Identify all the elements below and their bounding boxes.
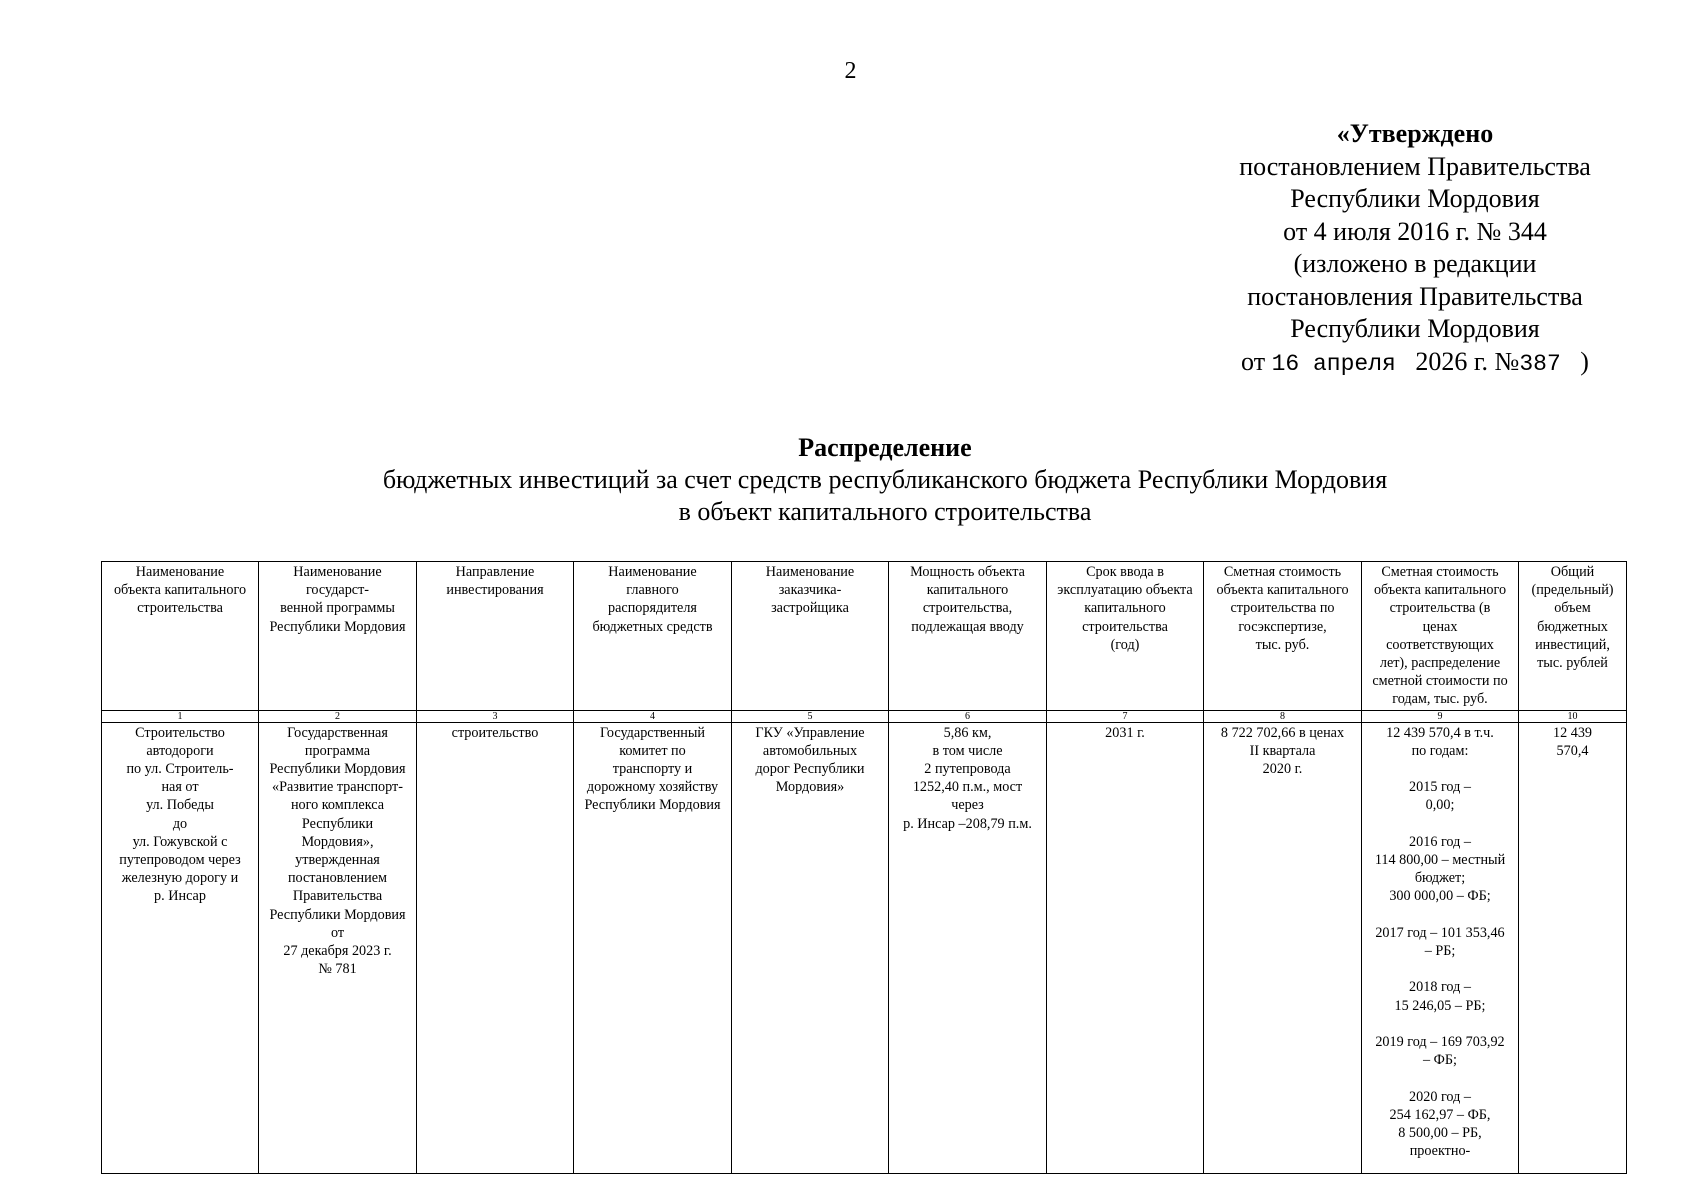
column-header: Срок ввода в эксплуатацию объекта капитального строительства (год) — [1047, 562, 1204, 711]
approval-line: Республики Мордовия — [1290, 184, 1540, 213]
title-heading: Распределение — [798, 433, 972, 462]
column-header: Наименование государст- венной программы Республики Мордовия — [259, 562, 417, 711]
column-header: Общий (предельный) объем бюджетных инвестиций, тыс. рублей — [1519, 562, 1627, 711]
column-header: Направление инвестирования — [417, 562, 574, 711]
column-number: 4 — [574, 710, 732, 722]
column-number-row — [102, 710, 1627, 722]
cell-capacity: 5,86 км, в том числе 2 путепровода 1252,40 п.м., мост через р. Инсар –208,79 п.м. — [889, 722, 1047, 1173]
column-number: 10 — [1519, 710, 1627, 722]
title-line: в объект капитального строительства — [678, 497, 1092, 526]
revision-close: ) — [1580, 346, 1589, 376]
column-number: 2 — [259, 710, 417, 722]
approval-revision-date — [1210, 346, 1620, 381]
cell-developer: ГКУ «Управление автомобильных дорог Республики Мордовия» — [732, 722, 889, 1173]
cell-estimated-cost: 8 722 702,66 в ценах II квартала 2020 г. — [1204, 722, 1362, 1173]
revision-prefix: от — [1241, 346, 1266, 376]
budget-investment-table — [101, 561, 1627, 1174]
column-number: 9 — [1362, 710, 1519, 722]
column-number: 8 — [1204, 710, 1362, 722]
approval-heading: «Утверждено — [1336, 119, 1494, 148]
cell-budget-manager: Государственный комитет по транспорту и дорожному хозяйству Республики Мордовия — [574, 722, 732, 1173]
column-number: 6 — [889, 710, 1047, 722]
cell-total-investment: 12 439 570,4 — [1519, 722, 1627, 1173]
column-header: Наименование главного распорядителя бюджетных средств — [574, 562, 732, 711]
column-header: Наименование заказчика- застройщика — [732, 562, 889, 711]
approval-line: постановлением Правительства — [1239, 151, 1591, 181]
column-number: 3 — [417, 710, 574, 722]
revision-date: 16 апреля — [1271, 350, 1396, 377]
table-row — [102, 722, 1627, 1173]
column-number: 5 — [732, 710, 889, 722]
column-header: Наименование объекта капитального строительства — [102, 562, 259, 711]
revision-number: 387 — [1519, 350, 1561, 377]
cell-commissioning-year: 2031 г. — [1047, 722, 1204, 1173]
title-line: бюджетных инвестиций за счет средств республиканского бюджета Республики Мордовия — [382, 465, 1388, 494]
approval-line: Республики Мордовия — [1290, 314, 1540, 343]
column-header: Сметная стоимость объекта капитального строительства по госэкспертизе, тыс. руб. — [1204, 562, 1362, 711]
header-row — [102, 562, 1627, 711]
cell-investment-direction: строительство — [417, 722, 574, 1173]
approval-decree-date: от 4 июля 2016 г. № 344 — [1283, 216, 1547, 246]
cell-state-program: Государственная программа Республики Мордовия «Развитие транспорт- ного комплекса Республики Мордовия», утвержденная постановлением Правительства Республики Мордовия от 27 декабря 2023 г. № 781 — [259, 722, 417, 1173]
approval-line: (изложено в редакции — [1293, 249, 1537, 278]
column-number: 7 — [1047, 710, 1204, 722]
approval-line: постановления Правительства — [1247, 281, 1583, 311]
cell-object-name: Строительство автодороги по ул. Строитель- ная от ул. Победы до ул. Гожувской с путепроводом через железную дорогу и р. Инсар — [102, 722, 259, 1173]
cell-cost-by-year: 12 439 570,4 в т.ч. по годам: 2015 год – 0,00; 2016 год – 114 800,00 – местный бюджет; 300 000,00 – ФБ; 2017 год – 101 353,46 – РБ; 2018 год – 15 246,05 – РБ; 2019 год – 169 703,92 – ФБ; 2020 год – 254 162,97 – ФБ, 8 500,00 – РБ, проектно- — [1362, 722, 1519, 1173]
document-title — [0, 432, 1701, 528]
page-number: 2 — [844, 58, 857, 84]
approval-stamp — [1210, 118, 1620, 380]
column-header: Мощность объекта капитального строительства, подлежащая вводу — [889, 562, 1047, 711]
revision-year: 2026 г. № — [1415, 346, 1520, 376]
column-header: Сметная стоимость объекта капитального строительства (в ценах соответствующих лет), распределение сметной стоимости по годам, тыс. руб. — [1362, 562, 1519, 711]
column-number: 1 — [102, 710, 259, 722]
